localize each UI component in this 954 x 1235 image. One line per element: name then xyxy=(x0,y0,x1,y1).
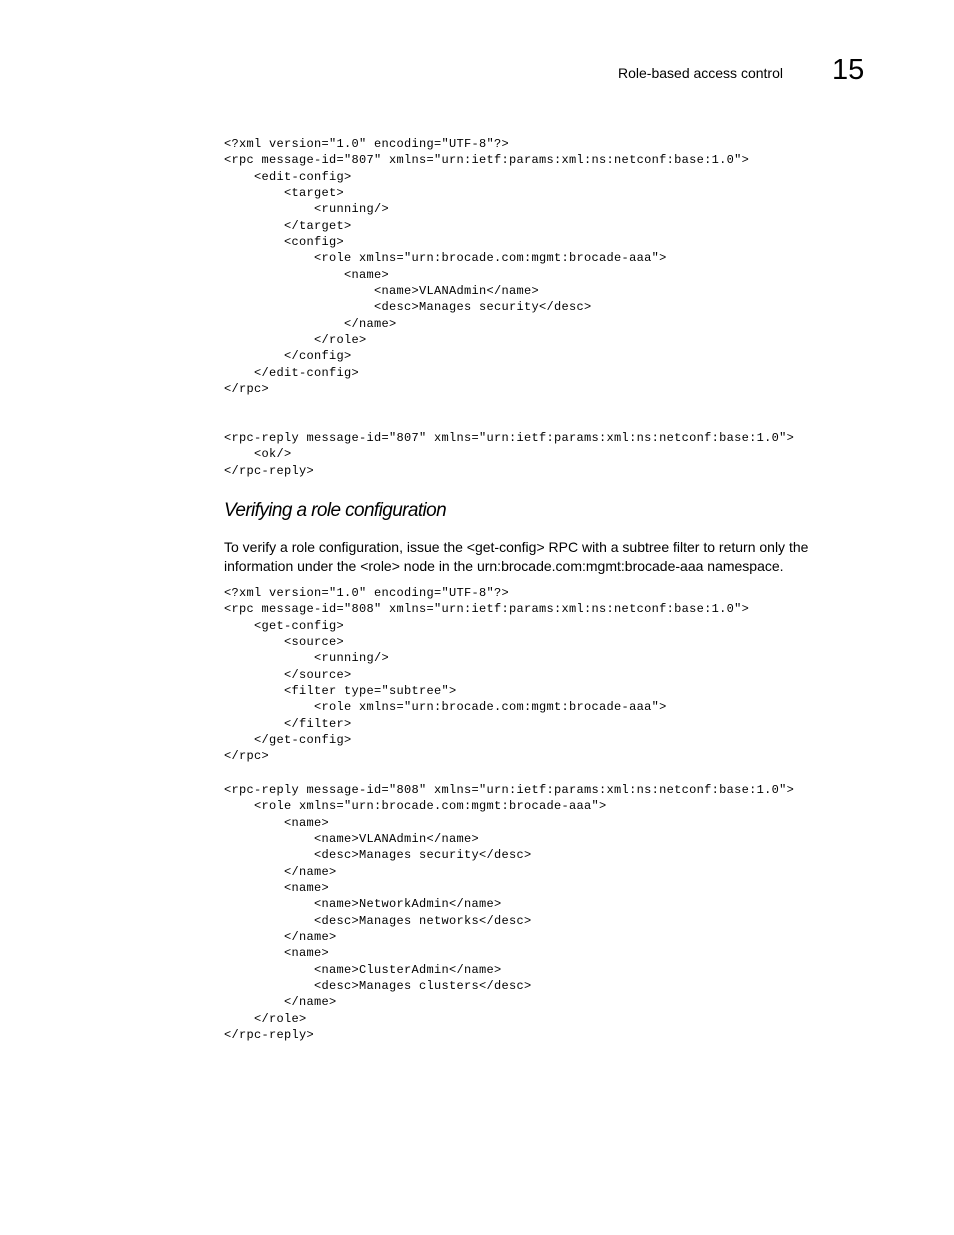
code-block-edit-config-request: <?xml version="1.0" encoding="UTF-8"?> <rpc message-id="807" xmlns="urn:ietf:params:xml:ns:netconf:base:1.0"> <edit-config> <target> <running/> </target> <config> <role xmlns="urn:brocade.com:mgmt:brocade-aaa"> <name> <name>VLANAdmin</name> <desc>Manages security</desc> </name> </role> </config> </edit-config> </rpc> xyxy=(224,137,750,396)
code-block-get-config-reply: <rpc-reply message-id="808" xmlns="urn:ietf:params:xml:ns:netconf:base:1.0"> <role xmlns="urn:brocade.com:mgmt:brocade-aaa"> <name> <name>VLANAdmin</name> <desc>Manages security</desc> </name> <name> <name>NetworkAdmin</name> <desc>Manages networks</desc> </name> <name> <name>ClusterAdmin</name> <desc>Manages clusters</desc> </name> </role> </rpc-reply> xyxy=(224,783,795,1042)
code-block-edit-config-reply: <rpc-reply message-id="807" xmlns="urn:ietf:params:xml:ns:netconf:base:1.0"> <ok/> </rpc-reply> xyxy=(224,431,795,478)
section-heading: Verifying a role configuration xyxy=(224,500,447,521)
code-block-get-config-request: <?xml version="1.0" encoding="UTF-8"?> <rpc message-id="808" xmlns="urn:ietf:params:xml:ns:netconf:base:1.0"> <get-config> <source> <running/> </source> <filter type="subtree"> <role xmlns="urn:brocade.com:mgmt:brocade-aaa"> </filter> </get-config> </rpc> xyxy=(224,586,750,764)
chapter-number: 15 xyxy=(832,54,865,86)
running-header-section-title: Role-based access control xyxy=(618,65,783,81)
section-paragraph: To verify a role configuration, issue the <get-config> RPC with a subtree filter to return only the information under the <role> node in the urn:brocade.com:mgmt:brocade-aaa namespace. xyxy=(224,539,809,574)
